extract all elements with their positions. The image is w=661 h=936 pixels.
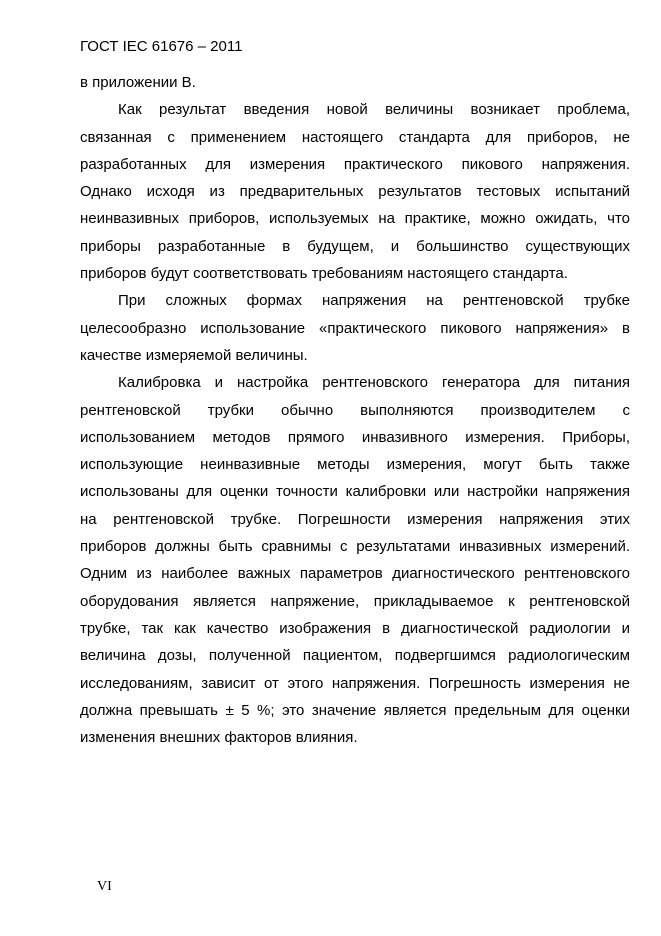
text-line: Калибровка и настройка рентгеновского генератора для питания bbox=[118, 374, 630, 392]
text-line: должна превышать ± 5 %; это значение является предельным для оценки bbox=[80, 701, 630, 719]
page-number: VI bbox=[97, 879, 112, 894]
text-line: При сложных формах напряжения на рентгеновской трубке bbox=[118, 292, 630, 310]
text-line: приборы разработанные в будущем, и большинство существующих bbox=[80, 237, 630, 255]
text-line: приборов должны быть сравнимы с результатами инвазивных измерений. bbox=[80, 538, 630, 556]
text-line: изменения внешних факторов влияния. bbox=[80, 729, 358, 747]
text-line: в приложении В. bbox=[80, 74, 196, 91]
text-line: оборудования является напряжение, прикладываемое к рентгеновской bbox=[80, 592, 630, 610]
text-line: Однако исходя из предварительных результатов тестовых испытаний bbox=[80, 183, 630, 201]
text-line: неинвазивных приборов, используемых на практике, можно ожидать, что bbox=[80, 210, 630, 228]
text-line: Как результат введения новой величины возникает проблема, bbox=[118, 101, 630, 119]
text-line: качестве измеряемой величины. bbox=[80, 346, 308, 364]
text-line: целесообразно использование «практического пикового напряжения» в bbox=[80, 319, 630, 337]
body-text bbox=[80, 69, 630, 751]
text-line: использованы для оценки точности калибровки или настройки напряжения bbox=[80, 483, 630, 501]
text-line: использующие неинвазивные методы измерения, могут быть также bbox=[80, 456, 630, 474]
text-line: рентгеновской трубки обычно выполняются производителем с bbox=[80, 401, 630, 419]
text-line: величина дозы, полученной пациентом, подвергшимся радиологическим bbox=[80, 647, 630, 665]
text-line: на рентгеновской трубке. Погрешности измерения напряжения этих bbox=[80, 510, 630, 528]
text-line: приборов будут соответствовать требованиям настоящего стандарта. bbox=[80, 265, 568, 283]
text-line: Одним из наиболее важных параметров диагностического рентгеновского bbox=[80, 565, 630, 583]
text-line: использованием методов прямого инвазивного измерения. Приборы, bbox=[80, 428, 630, 446]
text-line: трубке, так как качество изображения в диагностической радиологии и bbox=[80, 619, 630, 637]
text-line: связанная с применением настоящего стандарта для приборов, не bbox=[80, 128, 630, 146]
document-code-header: ГОСТ IEC 61676 – 2011 bbox=[80, 38, 243, 55]
text-line: исследованиям, зависит от этого напряжения. Погрешность измерения не bbox=[80, 674, 630, 692]
text-line: разработанных для измерения практического пикового напряжения. bbox=[80, 155, 630, 173]
